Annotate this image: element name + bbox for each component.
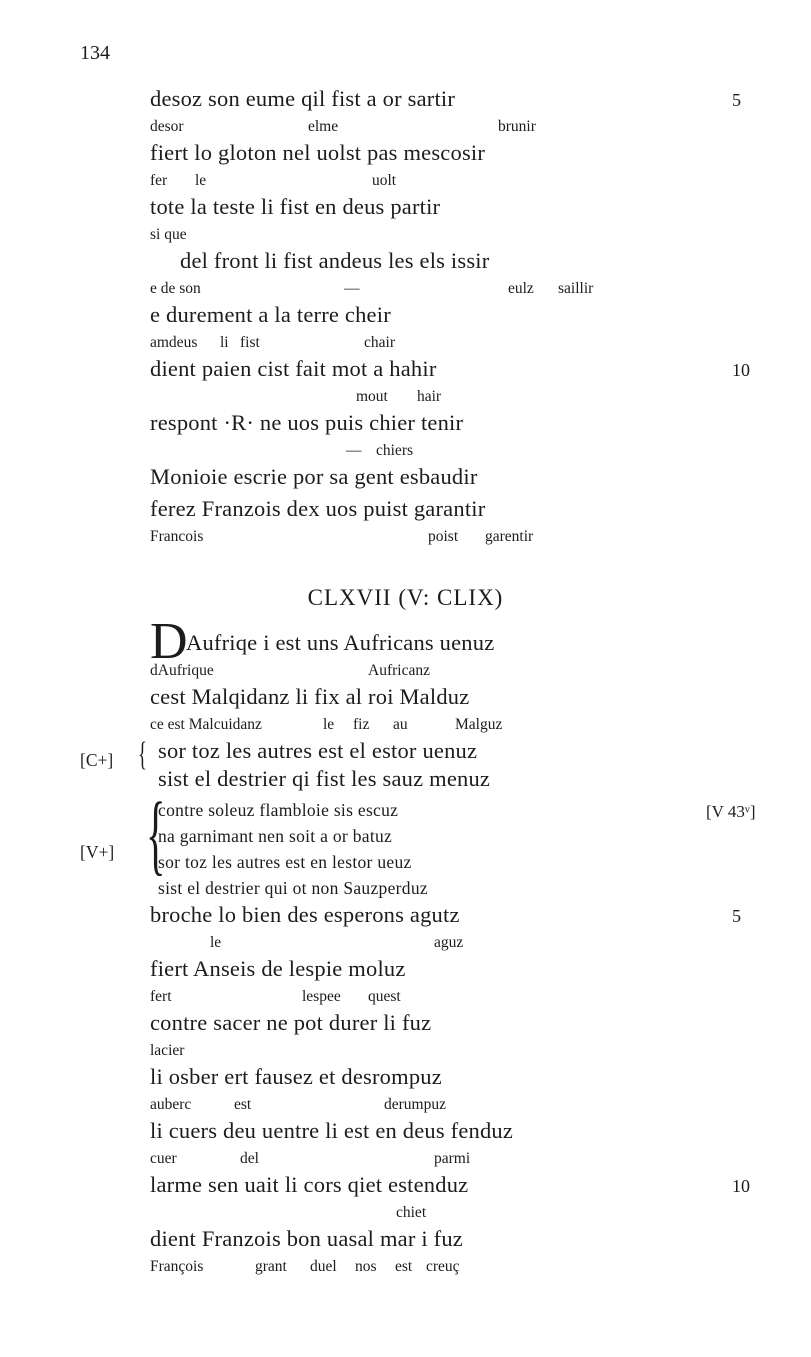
variant-reading: au (393, 716, 408, 733)
variant-reading: fer (150, 172, 168, 189)
brace: { (138, 736, 147, 773)
variant-reading: desor (150, 118, 184, 135)
variant-reading: le (195, 172, 207, 189)
folio-reference: [V 43ᵛ] (706, 802, 756, 821)
variant-reading: Malguz (455, 716, 503, 733)
variant-reading: lespee (302, 988, 341, 1005)
variant-reading: del (240, 1150, 259, 1167)
line-number: 5 (732, 90, 741, 110)
variant-reading: derumpuz (384, 1096, 446, 1113)
variant-reading: aguz (434, 934, 464, 951)
variant-reading: est (395, 1258, 413, 1275)
variant-reading: parmi (434, 1150, 471, 1167)
variant-reading: Francois (150, 528, 204, 545)
page-number: 134 (80, 42, 110, 64)
variant-reading: cuer (150, 1150, 177, 1167)
verse-line: sor toz les autres est en lestor ueuz (158, 852, 412, 872)
variant-reading: saillir (558, 280, 594, 297)
variant-reading: François (150, 1258, 204, 1275)
verse-line: e durement a la terre cheir (150, 302, 391, 327)
variant-reading: fist (240, 334, 260, 351)
line-number: 10 (732, 1176, 750, 1196)
verse-line: broche lo bien des esperons agutz (150, 902, 460, 927)
variant-reading: auberc (150, 1096, 192, 1113)
verse-line: dient paien cist fait mot a hahir (150, 356, 437, 381)
variant-reading: brunir (498, 118, 536, 135)
variant-reading: duel (310, 1258, 337, 1275)
verse-line: sist el destrier qi fist les sauz menuz (158, 766, 491, 791)
variant-reading: — (344, 280, 360, 297)
variant-reading: chiet (396, 1204, 427, 1221)
verse-line: tote la teste li fist en deus partir (150, 194, 441, 219)
variant-reading: hair (417, 388, 442, 405)
variant-reading: grant (255, 1258, 287, 1275)
variant-reading: garentir (485, 528, 534, 545)
verse-line: Aufriqe i est uns Aufricans uenuz (186, 630, 495, 655)
variant-reading: uolt (372, 172, 397, 189)
verse-line: del front li fist andeus les els issir (180, 248, 490, 273)
variant-reading: poist (428, 528, 459, 545)
verse-line: dient Franzois bon uasal mar i fuz (150, 1226, 463, 1251)
variant-reading: fert (150, 988, 172, 1005)
verse-line: sist el destrier qui ot non Sauzperduz (158, 878, 428, 898)
variant-reading: elme (308, 118, 339, 135)
verse-line: li osber ert fausez et desrompuz (150, 1064, 442, 1089)
variant-reading: ce est Malcuidanz (150, 716, 262, 733)
variant-reading: eulz (508, 280, 534, 297)
variant-reading: nos (355, 1258, 377, 1275)
variant-reading: e de son (150, 280, 201, 297)
laisse-heading: CLXVII (V: CLIX) (307, 585, 504, 610)
variant-reading: fiz (353, 716, 370, 733)
line-number: 5 (732, 906, 741, 926)
variant-reading: — (346, 442, 362, 459)
manuscript-siglum: [C+] (80, 750, 114, 770)
variant-reading: dAufrique (150, 662, 214, 679)
variant-reading: creuç (426, 1258, 460, 1275)
variant-reading: chiers (376, 442, 414, 459)
line-number: 10 (732, 360, 750, 380)
variant-reading: si que (150, 226, 187, 243)
verse-line: ferez Franzois dex uos puist garantir (150, 496, 486, 521)
verse-line: larme sen uait li cors qiet estenduz (150, 1172, 469, 1197)
verse-line: Monioie escrie por sa gent esbaudir (150, 464, 478, 489)
verse-line: li cuers deu uentre li est en deus fenduz (150, 1118, 514, 1143)
variant-reading: lacier (150, 1042, 185, 1059)
verse-line: na garnimant nen soit a or batuz (158, 826, 393, 846)
verse-line: respont ·R· ne uos puis chier tenir (150, 410, 464, 435)
verse-line: cest Malqidanz li fix al roi Malduz (150, 684, 470, 709)
verse-line: contre sacer ne pot durer li fuz (150, 1010, 432, 1035)
variant-reading: quest (368, 988, 401, 1005)
drop-cap: D (150, 613, 188, 670)
variant-reading: est (234, 1096, 252, 1113)
variant-reading: le (210, 934, 222, 951)
variant-reading: le (323, 716, 335, 733)
verse-line: contre soleuz flambloie sis escuz (158, 800, 399, 820)
brace: { (146, 785, 166, 884)
verse-line: fiert Anseis de lespie moluz (150, 956, 406, 981)
variant-reading: amdeus (150, 334, 198, 351)
variant-reading: mout (356, 388, 388, 405)
verse-line: fiert lo gloton nel uolst pas mescosir (150, 140, 486, 165)
variant-reading: chair (364, 334, 395, 351)
verse-line: desoz son eume qil fist a or sartir (150, 86, 456, 111)
verse-line: sor toz les autres est el estor uenuz (158, 738, 478, 763)
manuscript-siglum: [V+] (80, 842, 115, 862)
variant-reading: Aufricanz (368, 662, 430, 679)
variant-reading: li (220, 334, 229, 351)
